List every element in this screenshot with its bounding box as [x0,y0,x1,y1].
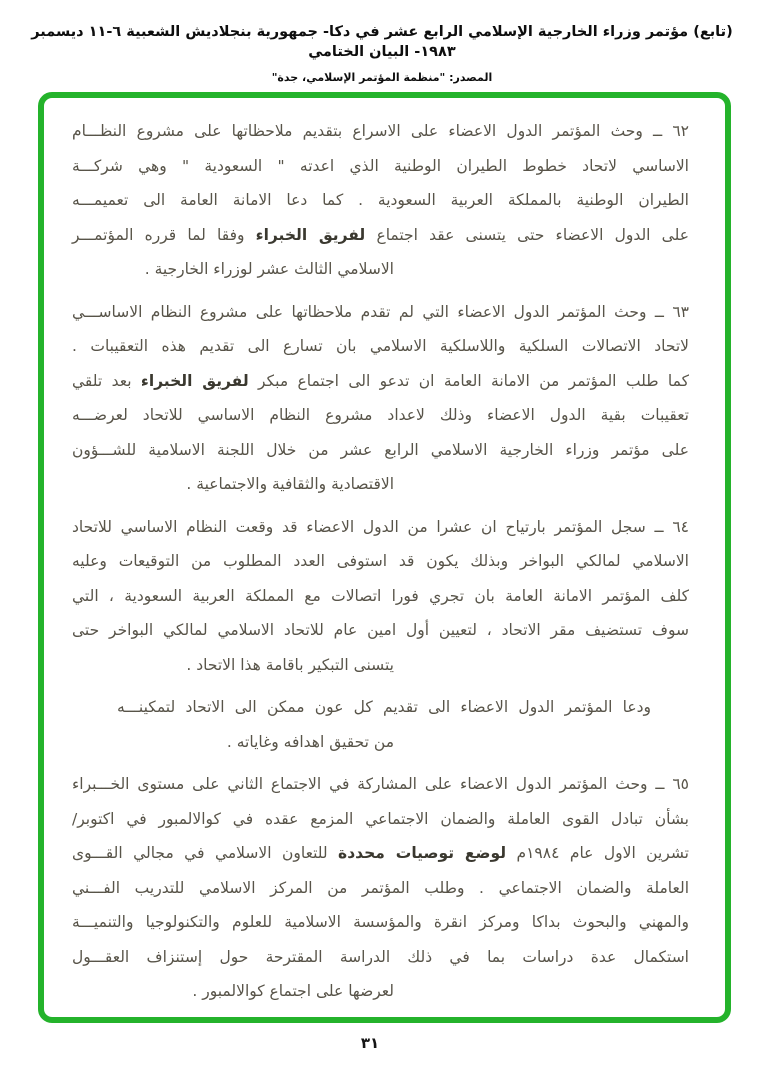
text-line: الاسلامي الثالث عشر لوزراء الخارجية . [144,260,394,278]
text-line: ودعا المؤتمر الدول الاعضاء الى تقديم كل عون ممكن الى الاتحاد لتمكينـــه [117,698,651,716]
text-line [72,836,689,871]
text-segment: على الدول الاعضاء حتى يتسنى عقد اجتماع [365,225,689,244]
text-line [72,218,689,253]
text-line: سوف تستضيف مقر الاتحاد ، لتعيين أول امين عام للاتحاد الاسلامي لمالكي البواخر حتى [72,621,689,639]
text-line: ٦٤ ــ سجل المؤتمر بارتياح ان عشرا من الدول الاعضاء قد وقعت النظام الاساسي للاتحاد [72,517,689,536]
paragraph-63 [72,295,689,502]
text-segment: للتعاون الاسلامي في مجالي القـــوى [72,844,339,862]
text-line: الاساسي لاتحاد خطوط الطيران الوطنية الذي اعدته " السعودية " وهي شركـــة [72,156,689,175]
page-number: ٣١ [360,1034,380,1052]
text-line: ٦٢ ــ وحث المؤتمر الدول الاعضاء على الاسراع بتقديم ملاحظاتها على مشروع النظـــام [72,122,689,140]
text-segment: وفقا لما قرره المؤتمـــر [72,225,256,244]
text-line: استكمال عدة دراسات بما في ذلك الدراسة المقترحة حول إستنزاف العقـــول [72,947,689,966]
text-line: يتسنى التبكير باقامة هذا الاتحاد . [186,655,394,674]
text-line: بشأن تبادل القوى العاملة والضمان الاجتماعي المزمع عقده في كوالالمبور في اكتوبر/ [72,809,689,828]
paragraph-62 [72,114,689,287]
text-line: لعرضها على اجتماع كوالالمبور . [192,982,394,1000]
text-line: كلف المؤتمر الامانة العامة بان تجري فورا اتصالات مع المملكة العربية السعودية ، التي [72,586,689,605]
document-header [0,22,764,84]
green-frame [38,92,731,1023]
text-line: من تحقيق اهدافه وغاياته . [226,732,394,751]
paragraph-65 [72,767,689,1009]
text-line: تعقيبات بقية الدول الاعضاء وذلك لاعداد مشروع النظام الاساسي للاتحاد لعرضـــه [72,406,689,424]
text-line: الاقتصادية والثقافية والاجتماعية . [186,475,394,493]
text-segment: تشرين الاول عام ١٩٨٤م [506,844,689,862]
text-line: والمهني والبحوث بداكا ومركز انقرة والمؤسسة الاسلامية للعلوم والتكنولوجيا والتنميـــة [72,913,689,931]
scanned-text-block [44,98,725,1017]
text-line: الطيران الوطنية بالمملكة العربية السعودية . كما دعا الامانة العامة الى تعميمـــه [72,191,689,209]
document-source: المصدر: "منظمة المؤتمر الإسلامي، جدة" [271,71,493,84]
text-segment: كما طلب المؤتمر من الامانة العامة ان تدعو الى اجتماع مبكر [248,371,689,390]
text-line: العاملة والضمان الاجتماعي . وطلب المؤتمر من المركز الاسلامي للتدريب الفـــني [72,878,689,897]
text-segment-bold: لوضع توصيات محددة [338,844,507,862]
paragraph-64 [72,510,689,683]
text-line: ٦٥ ــ وحث المؤتمر الدول الاعضاء على المشاركة في الاجتماع الثاني على مستوى الخـــبراء [72,775,689,793]
text-line [72,364,689,399]
text-line: على مؤتمر وزراء الخارجية الاسلامي الرابع عشر من خلال اللجنة الاسلامية للشـــؤون [72,440,689,459]
document-title: (تابع) مؤتمر وزراء الخارجية الإسلامي الرابع عشر في دكا- جمهورية بنجلاديش الشعبية ٦-١١ ديسمبر ١٩٨٣- البيان الختامي [31,24,733,60]
text-line: لاتحاد الاتصالات السلكية واللاسلكية الاسلامي بان تسارع الى تقديم هذه التعقيبات . [72,337,689,355]
text-segment: بعد تلقي [72,371,141,390]
text-line: ٦٣ ــ وحث المؤتمر الدول الاعضاء التي لم تقدم ملاحظاتها على مشروع النظام الاساســـي [72,302,689,321]
text-segment-bold: لفريق الخبراء [140,371,249,390]
text-line: الاسلامي لمالكي البواخر وبذلك يكون قد استوفى العدد المطلوب من التوقيعات وعليه [72,552,689,570]
text-segment-bold: لفريق الخبراء [255,225,366,244]
paragraph-64-sub [72,690,689,759]
